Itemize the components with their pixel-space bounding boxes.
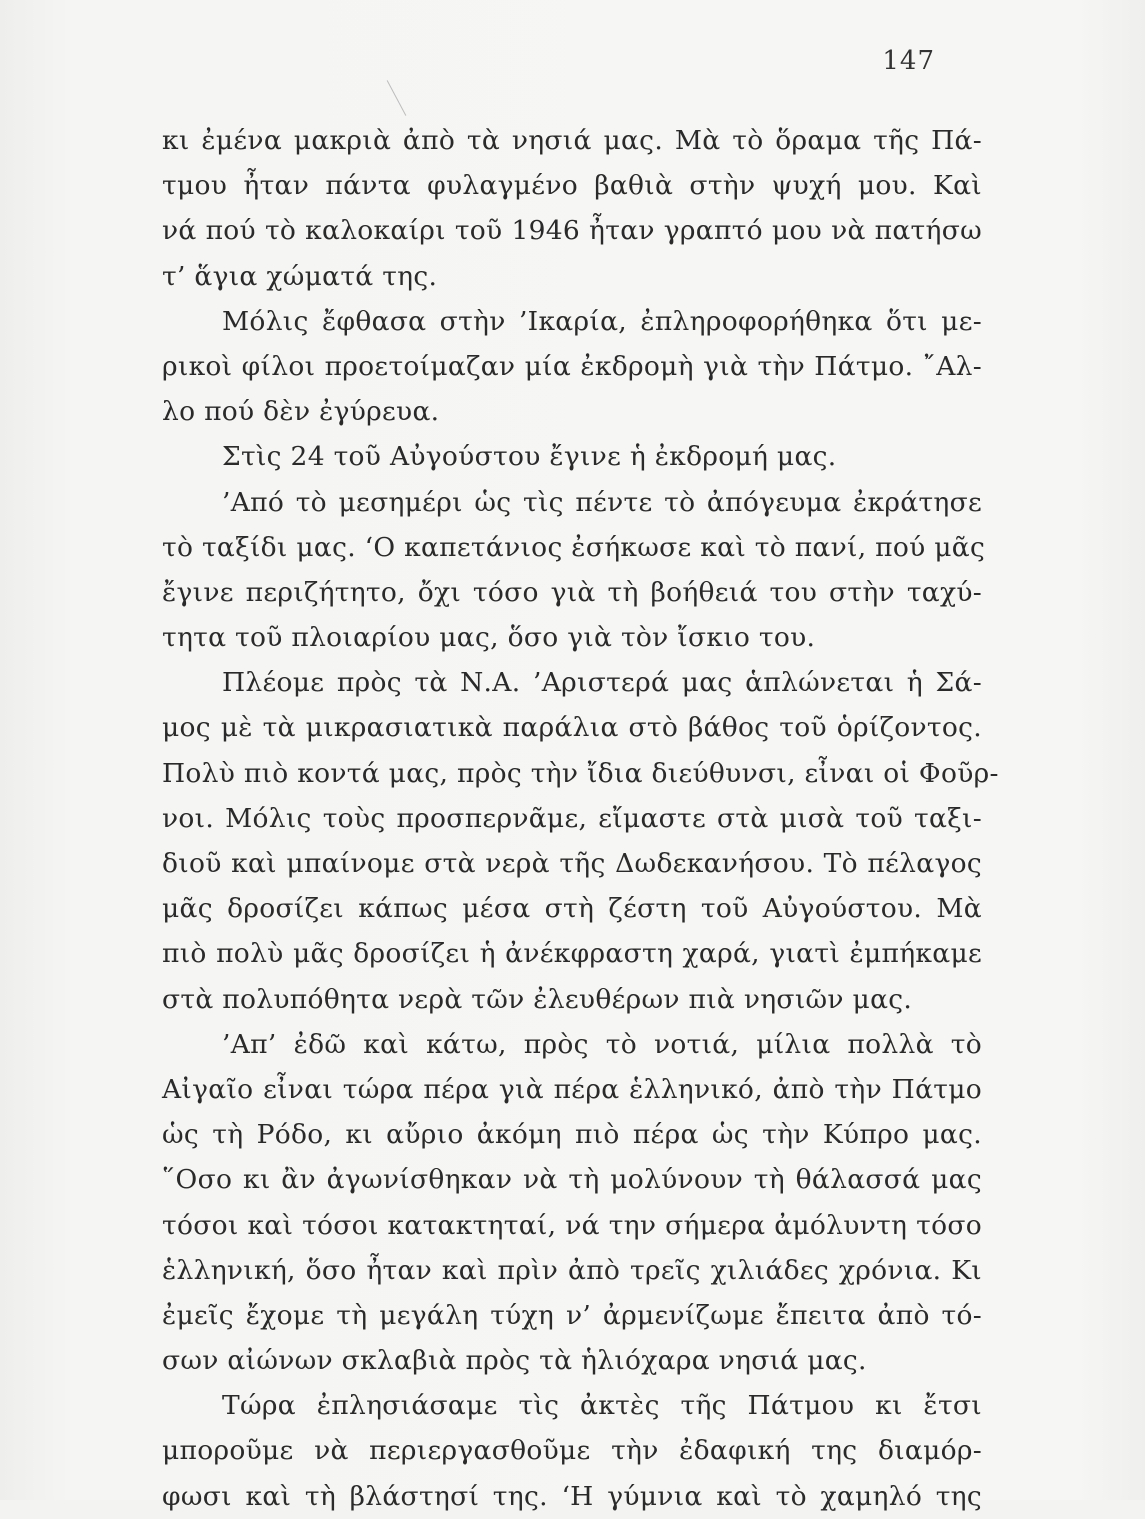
text-line: φωσι καὶ τὴ βλάστησί της. ‘Η γύμνια καὶ τὸ χαμηλό της bbox=[162, 1480, 982, 1512]
text-line: ἑλληνική, ὅσο ἦταν καὶ πρὶν ἀπὸ τρεῖς χιλιάδες χρόνια. Κι bbox=[162, 1254, 982, 1286]
text-line: τὸ ταξίδι μας. ‘Ο καπετάνιος ἐσήκωσε καὶ τὸ πανί, πού μᾶς bbox=[162, 531, 986, 563]
text-line: Πολὺ πιὸ κοντά μας, πρὸς τὴν ἴδια διεύθυνσι, εἶναι οἱ Φοῦρ- bbox=[162, 757, 999, 789]
text-line: μᾶς δροσίζει κάπως μέσα στὴ ζέστη τοῦ Αὐγούστου. Μὰ bbox=[162, 893, 982, 925]
text-line: ἔγινε περιζήτητο, ὄχι τόσο γιὰ τὴ βοήθειά του στὴν ταχύ- bbox=[162, 576, 982, 608]
text-line: ’Απ’ ἐδῶ καὶ κάτω, πρὸς τὸ νοτιά, μίλια πολλὰ τὸ bbox=[222, 1028, 982, 1060]
text-line: νά πού τὸ καλοκαίρι τοῦ 1946 ἦταν γραπτό μου νὰ πατήσω bbox=[162, 215, 982, 247]
text-line: ὡς τὴ Ρόδο, κι αὔριο ἀκόμη πιὸ πέρα ὡς τὴν Κύπρο μας. bbox=[162, 1119, 982, 1151]
text-line: ’Από τὸ μεσημέρι ὡς τὶς πέντε τὸ ἀπόγευμα ἐκράτησε bbox=[222, 486, 982, 518]
text-line: ἐμεῖς ἔχομε τὴ μεγάλη τύχη ν’ ἀρμενίζωμε ἔπειτα ἀπὸ τό- bbox=[162, 1299, 982, 1331]
body-text bbox=[162, 118, 999, 1519]
text-line: Τώρα ἐπλησιάσαμε τὶς ἀκτὲς τῆς Πάτμου κι ἔτσι bbox=[222, 1390, 982, 1422]
text-line: πιὸ πολὺ μᾶς δροσίζει ἡ ἀνέκφραστη χαρά, γιατὶ ἐμπήκαμε bbox=[162, 938, 982, 970]
text-line: ρικοὶ φίλοι προετοίμαζαν μία ἐκδρομὴ γιὰ τὴν Πάτμο. ῎Αλ- bbox=[162, 350, 982, 382]
text-line: Πλέομε πρὸς τὰ Ν.Α. ’Αριστερά μας ἁπλώνεται ἡ Σά- bbox=[222, 667, 982, 699]
text-line: νοι. Μόλις τοὺς προσπερνᾶμε, εἴμαστε στὰ μισὰ τοῦ ταξι- bbox=[162, 802, 982, 834]
text-line: τητα τοῦ πλοιαρίου μας, ὅσο γιὰ τὸν ἴσκιο του. bbox=[162, 622, 816, 654]
text-line: διοῦ καὶ μπαίνομε στὰ νερὰ τῆς Δωδεκανήσου. Τὸ πέλαγος bbox=[162, 848, 982, 879]
text-line: στὰ πολυπόθητα νερὰ τῶν ἐλευθέρων πιὰ νησιῶν μας. bbox=[162, 983, 913, 1015]
text-line: Στὶς 24 τοῦ Αὐγούστου ἔγινε ἡ ἐκδρομή μας. bbox=[222, 441, 837, 473]
text-line: τμου ἦταν πάντα φυλαγμένο βαθιὰ στὴν ψυχή μου. Καὶ bbox=[162, 170, 982, 202]
text-line: τόσοι καὶ τόσοι κατακτηταί, νά την σήμερα ἀμόλυντη τόσο bbox=[162, 1209, 982, 1241]
text-line: σων αἰώνων σκλαβιὰ πρὸς τὰ ἡλιόχαρα νησιά μας. bbox=[162, 1345, 867, 1377]
text-line: μος μὲ τὰ μικρασιατικὰ παράλια στὸ βάθος τοῦ ὁρίζοντος. bbox=[162, 712, 982, 744]
page-number: 147 bbox=[882, 46, 935, 76]
scan-mark bbox=[387, 80, 407, 116]
text-line: Μόλις ἔφθασα στὴν ’Ικαρία, ἐπληροφορήθηκα ὅτι με- bbox=[222, 305, 982, 337]
text-line: λο πού δὲν ἐγύρευα. bbox=[162, 396, 440, 428]
text-line: Αἰγαῖο εἶναι τώρα πέρα γιὰ πέρα ἑλληνικό, ἀπὸ τὴν Πάτμο bbox=[162, 1073, 982, 1105]
text-line: κι ἐμένα μακριὰ ἀπὸ τὰ νησιά μας. Μὰ τὸ ὅραμα τῆς Πά- bbox=[162, 125, 982, 156]
text-line: ῞Οσο κι ἂν ἀγωνίσθηκαν νὰ τὴ μολύνουν τὴ θάλασσά μας bbox=[162, 1164, 982, 1196]
text-line: τ’ ἅγια χώματά της. bbox=[162, 260, 438, 292]
text-line: μποροῦμε νὰ περιεργασθοῦμε τὴν ἐδαφική της διαμόρ- bbox=[162, 1435, 982, 1467]
